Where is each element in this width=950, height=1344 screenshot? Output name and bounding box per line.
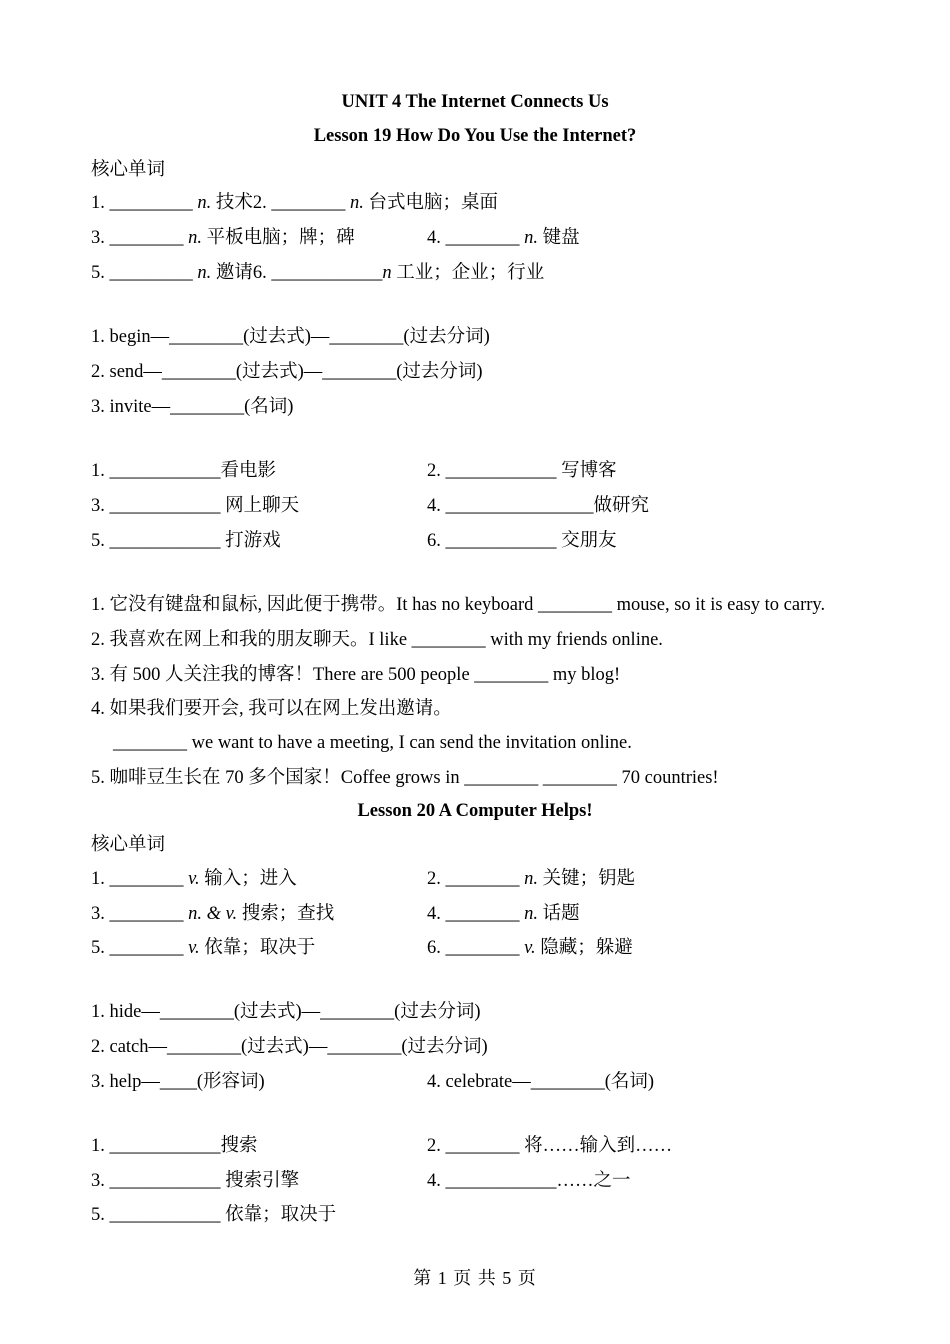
phrase-item[interactable]: 5. ____________ 依靠；取决于 xyxy=(91,1205,337,1225)
sentence-item[interactable]: 1. 它没有键盘和鼠标, 因此便于携带。It has no keyboard ________ mouse, so it is easy to carry. xyxy=(91,595,826,615)
vocab-item xyxy=(91,902,334,926)
phrase-item[interactable]: 2. ________ 将……输入到…… xyxy=(427,1136,673,1156)
lesson-20-title: Lesson 20 A Computer Helps! xyxy=(357,801,593,821)
part-of-speech: n. xyxy=(524,228,538,248)
vocab-meaning: 隐藏；躲避 xyxy=(535,938,633,958)
phrase-item[interactable]: 5. ____________ 打游戏 xyxy=(91,531,281,551)
vocab-blank[interactable]: 1. _________ xyxy=(91,193,198,213)
phrase-item[interactable]: 4. ____________……之一 xyxy=(427,1171,631,1191)
lesson-19-title: Lesson 19 How Do You Use the Internet? xyxy=(313,126,637,146)
vocab-blank[interactable]: 1. ________ xyxy=(91,869,189,889)
sentence-continuation[interactable]: ________ we want to have a meeting, I can send the invitation online. xyxy=(113,733,632,753)
part-of-speech: n. & v. xyxy=(188,904,238,924)
part-of-speech: v. xyxy=(188,869,200,889)
vocab-meaning: 工业；企业；行业 xyxy=(391,263,545,283)
vocab-item xyxy=(427,902,580,926)
sentence-item: 4. 如果我们要开会, 我可以在网上发出邀请。 xyxy=(91,699,452,719)
word-form-item[interactable]: 3. invite—________(名词) xyxy=(91,397,294,417)
unit-title: UNIT 4 The Internet Connects Us xyxy=(341,92,609,112)
phrase-item[interactable]: 3. ____________ 搜索引擎 xyxy=(91,1171,300,1191)
vocab-blank[interactable]: 3. ________ xyxy=(91,904,189,924)
vocab-row xyxy=(91,261,544,285)
vocab-meaning: 台式电脑；桌面 xyxy=(363,193,499,213)
vocab-meaning: 关键；钥匙 xyxy=(538,869,636,889)
vocab-item xyxy=(427,226,580,250)
vocab-meaning: 依靠；取决于 xyxy=(199,938,316,958)
word-form-item[interactable]: 2. send—________(过去式)—________(过去分词) xyxy=(91,362,483,382)
core-words-heading: 核心单词 xyxy=(91,160,166,180)
part-of-speech: n xyxy=(382,263,392,283)
part-of-speech: n. xyxy=(524,904,538,924)
vocab-meaning: 平板电脑；牌；碑 xyxy=(202,228,355,248)
word-form-item[interactable]: 4. celebrate—________(名词) xyxy=(427,1072,655,1092)
vocab-meaning: 邀请 xyxy=(211,263,253,283)
vocab-blank[interactable]: 2. ________ xyxy=(252,193,351,213)
vocab-meaning: 输入；进入 xyxy=(199,869,297,889)
phrase-item[interactable]: 3. ____________ 网上聊天 xyxy=(91,496,300,516)
phrase-item[interactable]: 1. ____________看电影 xyxy=(91,461,277,481)
word-form-item[interactable]: 2. catch—________(过去式)—________(过去分词) xyxy=(91,1037,488,1057)
vocab-meaning: 技术 xyxy=(211,193,253,213)
phrase-item[interactable]: 1. ____________搜索 xyxy=(91,1136,258,1156)
part-of-speech: n. xyxy=(197,263,212,283)
vocab-blank[interactable]: 5. _________ xyxy=(91,263,198,283)
word-form-item[interactable]: 1. begin—________(过去式)—________(过去分词) xyxy=(91,327,490,347)
vocab-meaning: 键盘 xyxy=(538,228,580,248)
phrase-item[interactable]: 6. ____________ 交朋友 xyxy=(427,531,617,551)
part-of-speech: n. xyxy=(350,193,364,213)
sentence-item[interactable]: 2. 我喜欢在网上和我的朋友聊天。I like ________ with my friends online. xyxy=(91,630,663,650)
page-number-footer: 第 1 页 共 5 页 xyxy=(413,1268,537,1288)
word-form-item[interactable]: 3. help—____(形容词) xyxy=(91,1072,265,1092)
vocab-blank[interactable]: 4. ________ xyxy=(427,904,525,924)
part-of-speech: n. xyxy=(197,193,212,213)
vocab-meaning: 话题 xyxy=(538,904,580,924)
vocab-item xyxy=(427,936,633,960)
core-words-heading: 核心单词 xyxy=(91,835,166,855)
phrase-item[interactable]: 4. ________________做研究 xyxy=(427,496,650,516)
vocab-blank[interactable]: 3. ________ xyxy=(91,228,189,248)
part-of-speech: v. xyxy=(188,938,200,958)
phrase-item[interactable]: 2. ____________ 写博客 xyxy=(427,461,617,481)
vocab-blank[interactable]: 6. ____________ xyxy=(252,263,383,283)
word-form-item[interactable]: 1. hide—________(过去式)—________(过去分词) xyxy=(91,1002,481,1022)
part-of-speech: v. xyxy=(524,938,536,958)
vocab-item xyxy=(91,867,297,891)
vocab-item xyxy=(91,936,315,960)
vocab-blank[interactable]: 4. ________ xyxy=(427,228,525,248)
part-of-speech: n. xyxy=(524,869,538,889)
vocab-blank[interactable]: 5. ________ xyxy=(91,938,189,958)
vocab-meaning: 搜索；查找 xyxy=(237,904,335,924)
vocab-row xyxy=(91,191,498,215)
sentence-item[interactable]: 3. 有 500 人关注我的博客！There are 500 people ________ my blog! xyxy=(91,665,621,685)
part-of-speech: n. xyxy=(188,228,202,248)
vocab-item xyxy=(91,226,355,250)
vocab-blank[interactable]: 6. ________ xyxy=(427,938,525,958)
sentence-item[interactable]: 5. 咖啡豆生长在 70 多个国家！Coffee grows in ________ ________ 70 countries! xyxy=(91,768,719,788)
vocab-item xyxy=(427,867,635,891)
vocab-blank[interactable]: 2. ________ xyxy=(427,869,525,889)
